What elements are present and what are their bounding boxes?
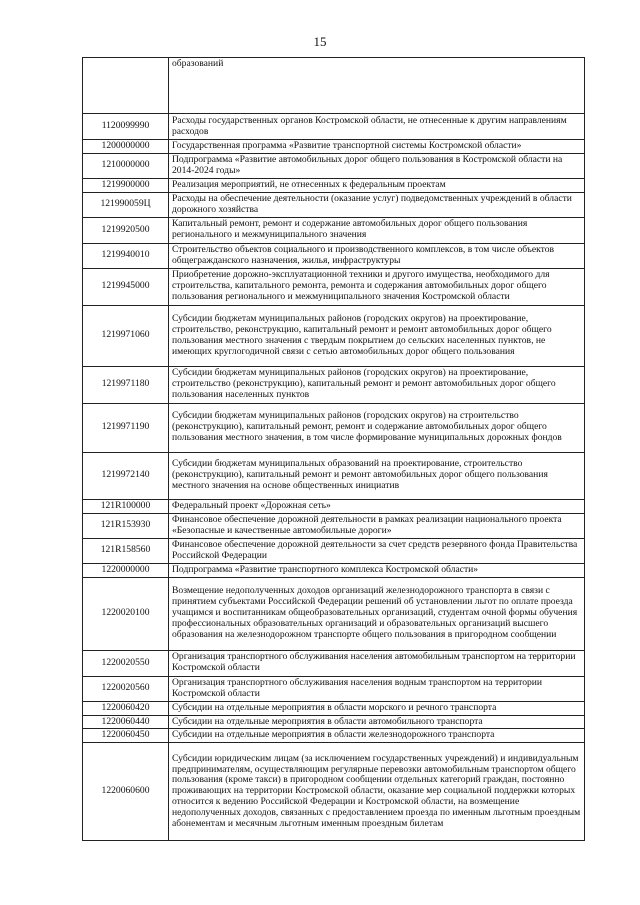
table-row — [83, 178, 585, 192]
description-cell: Подпрограмма «Развитие автомобильных дорог общего пользования в Костромской области на 2014-2024 годы» — [169, 154, 585, 179]
code-cell: 1219971060 — [83, 305, 169, 366]
code-cell: 1219972140 — [83, 452, 169, 499]
description-cell: Подпрограмма «Развитие транспортного комплекса Костромской области» — [169, 563, 585, 577]
table-row — [83, 305, 585, 366]
code-cell: 1220020100 — [83, 577, 169, 650]
description-cell: Расходы государственных органов Костромской области, не отнесенные к другим направлениям расходов — [169, 114, 585, 140]
description-cell: Субсидии на отдельные мероприятия в области автомобильного транспорта — [169, 715, 585, 729]
code-cell: 1220000000 — [83, 563, 169, 577]
page-number: 15 — [313, 34, 327, 49]
code-cell: 1200000000 — [83, 140, 169, 154]
table-row — [83, 154, 585, 179]
description-cell: Реализация мероприятий, не отнесенных к федеральным проектам — [169, 178, 585, 192]
table-row — [83, 452, 585, 499]
description-cell: Приобретение дорожно-эксплуатационной техники и другого имущества, необходимого для строительства, капитального ремонта, ремонта и содержания автомобильных дорог общего пользования регионального и межмуниципального значения Костромской области — [169, 268, 585, 305]
code-cell: 121R158560 — [83, 538, 169, 563]
code-cell: 1120099990 — [83, 114, 169, 140]
code-cell: 121990059Ц — [83, 192, 169, 217]
code-cell: 1219971180 — [83, 366, 169, 403]
description-cell: Субсидии бюджетам муниципальных образований на проектирование, строительство (реконструкцию), капитальный ремонт и ремонт автомобильных дорог общего пользования местного значения на основе общественных инициатив — [169, 452, 585, 499]
code-cell: 1220020560 — [83, 676, 169, 701]
description-cell: Субсидии бюджетам муниципальных районов (городских округов) на проектирование, строительство, реконструкцию, капитальный ремонт и ремонт автомобильных дорог общего пользования местного значения с твердым покрытием до сельских населенных пунктов, не имеющих круглогодичной связи с сетью автомобильных дорог общего пользования — [169, 305, 585, 366]
table-row — [83, 243, 585, 268]
description-cell: Субсидии на отдельные мероприятия в области морского и речного транспорта — [169, 701, 585, 715]
table-row — [83, 140, 585, 154]
table-row — [83, 743, 585, 841]
description-cell: Субсидии на отдельные мероприятия в области железнодорожного транспорта — [169, 729, 585, 743]
code-cell: 1219971190 — [83, 403, 169, 452]
code-cell: 121R153930 — [83, 513, 169, 538]
description-cell: Субсидии бюджетам муниципальных районов (городских округов) на строительство (реконструкцию), капитальный ремонт, ремонт и содержание автомобильных дорог общего пользования местного значения, в том числе формирование муниципальных дорожных фондов — [169, 403, 585, 452]
code-cell — [83, 58, 169, 114]
description-cell: Государственная программа «Развитие транспортной системы Костромской области» — [169, 140, 585, 154]
table-row — [83, 715, 585, 729]
budget-code-table — [82, 57, 585, 841]
code-cell: 1220060450 — [83, 729, 169, 743]
description-cell: Организация транспортного обслуживания населения автомобильным транспортом на территории Костромской области — [169, 650, 585, 676]
description-cell: Организация транспортного обслуживания населения водным транспортом на территории Костромской области — [169, 676, 585, 701]
table-row — [83, 650, 585, 676]
code-cell: 1219900000 — [83, 178, 169, 192]
code-cell: 1220020550 — [83, 650, 169, 676]
description-cell: Строительство объектов социального и производственного комплексов, в том числе объектов общегражданского назначения, жилья, инфраструктуры — [169, 243, 585, 268]
table-row — [83, 58, 585, 114]
code-cell: 1220060600 — [83, 743, 169, 841]
description-cell: Финансовое обеспечение дорожной деятельности в рамках реализации национального проекта «Безопасные и качественные автомобильные дороги» — [169, 513, 585, 538]
table-row — [83, 114, 585, 140]
table-row — [83, 538, 585, 563]
table-row — [83, 513, 585, 538]
table-row — [83, 499, 585, 513]
description-cell: Федеральный проект «Дорожная сеть» — [169, 499, 585, 513]
table-row — [83, 403, 585, 452]
description-cell: Субсидии бюджетам муниципальных районов (городских округов) на проектирование, строительство (реконструкцию), капитальный ремонт и ремонт автомобильных дорог общего пользования населенных пунктов — [169, 366, 585, 403]
code-cell: 121R100000 — [83, 499, 169, 513]
code-cell: 1220060440 — [83, 715, 169, 729]
table-row — [83, 729, 585, 743]
code-cell: 1210000000 — [83, 154, 169, 179]
table-row — [83, 192, 585, 217]
table-row — [83, 577, 585, 650]
code-cell: 1219940010 — [83, 243, 169, 268]
code-cell: 1219920500 — [83, 217, 169, 243]
description-cell: образований — [169, 58, 585, 114]
table-row — [83, 563, 585, 577]
description-cell: Расходы на обеспечение деятельности (оказание услуг) подведомственных учреждений в области дорожного хозяйства — [169, 192, 585, 217]
description-cell: Финансовое обеспечение дорожной деятельности за счет средств резервного фонда Правительства Российской Федерации — [169, 538, 585, 563]
description-cell: Возмещение недополученных доходов организаций железнодорожного транспорта в связи с принятием субъектами Российской Федерации решений об установлении льгот по оплате проезда учащимся и воспитанникам общеобразовательных организаций, студентам очной формы обучения профессиональных образовательных организаций и образовательных организаций высшего образования на железнодорожном транспорте общего пользования в пригородном сообщении — [169, 577, 585, 650]
table-row — [83, 268, 585, 305]
code-cell: 1219945000 — [83, 268, 169, 305]
description-cell: Субсидии юридическим лицам (за исключением государственных учреждений) и индивидуальным предпринимателям, осуществляющим регулярные перевозки автомобильным транспортом общего пользования (кроме такси) в пригородном сообщении отдельных категорий граждан, постоянно проживающих на территории Костромской области, оказание мер социальной поддержки которых относится к ведению Российской Федерации и Костромской области, на возмещение недополученных доходов, связанных с предоставлением проезда по именным льготным проездным абонементам и месячным льготным именным проездным билетам — [169, 743, 585, 841]
table-row — [83, 676, 585, 701]
table-row — [83, 366, 585, 403]
code-cell: 1220060420 — [83, 701, 169, 715]
description-cell: Капитальный ремонт, ремонт и содержание автомобильных дорог общего пользования регионального и межмуниципального значения — [169, 217, 585, 243]
table-row — [83, 217, 585, 243]
table-row — [83, 701, 585, 715]
